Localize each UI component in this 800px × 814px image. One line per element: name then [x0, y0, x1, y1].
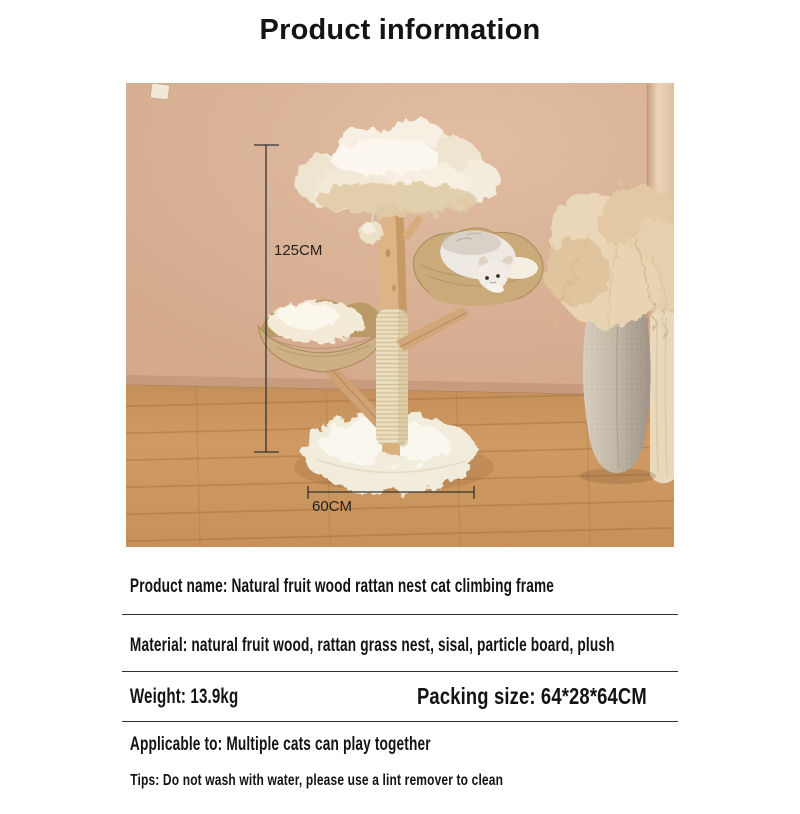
- spec-row-material: [122, 615, 678, 672]
- packing-size-text: Packing size: 64*28*64CM: [416, 683, 647, 709]
- sisal-post: [376, 309, 408, 447]
- spec-row-tips: [122, 762, 678, 800]
- height-dimension-label: 125CM: [274, 242, 323, 259]
- left-nest-cushion: [268, 301, 364, 343]
- weight-text: Weight: 13.9kg: [129, 684, 239, 708]
- spec-row-product-name: [122, 547, 678, 615]
- spec-row-applicable: [122, 722, 678, 762]
- light-switch: [150, 83, 170, 100]
- product-photo-scene: [126, 83, 674, 547]
- weight-column: [122, 685, 417, 709]
- packing-column: [417, 683, 704, 710]
- curtain-fabric: [650, 310, 674, 483]
- product-information-page: [0, 14, 800, 814]
- product-photo: [126, 83, 674, 547]
- spec-table: [122, 547, 678, 800]
- tips-text: Tips: Do not wash with water, please use a lint remover to clean: [130, 772, 504, 789]
- page-title: Product information: [259, 14, 541, 46]
- width-dimension-label: 60CM: [312, 498, 353, 515]
- product-name-text: Product name: Natural fruit wood rattan nest cat climbing frame: [129, 575, 555, 597]
- spec-row-weight-packing: [122, 672, 678, 722]
- applicable-text: Applicable to: Multiple cats can play together: [129, 734, 431, 755]
- material-text: Material: natural fruit wood, rattan grass nest, sisal, particle board, plush: [129, 635, 615, 656]
